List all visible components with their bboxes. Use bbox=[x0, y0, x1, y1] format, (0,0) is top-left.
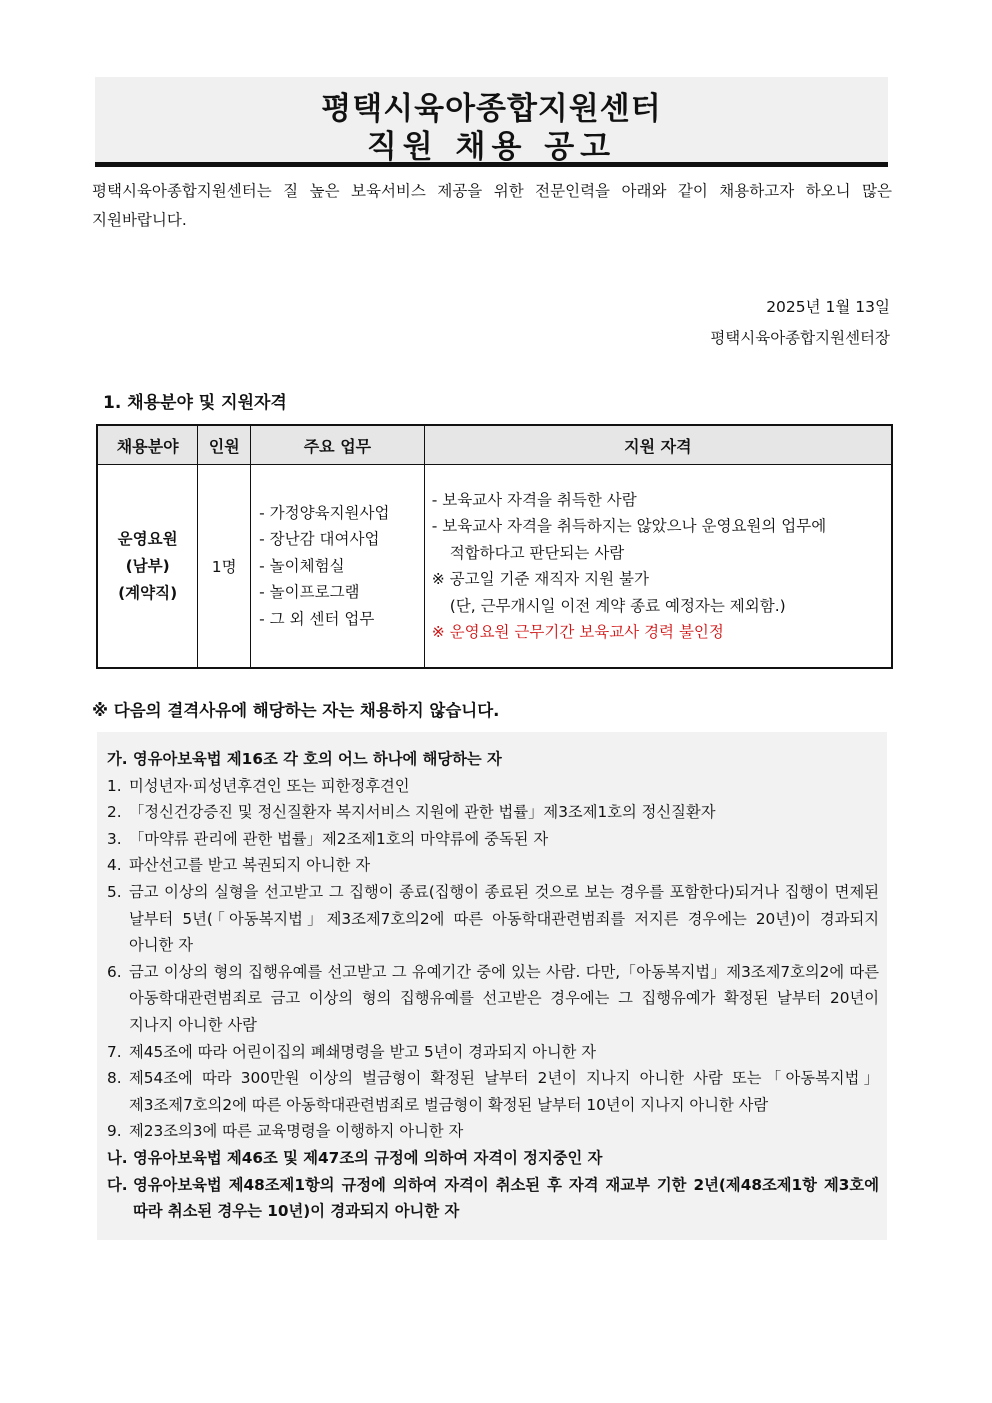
section-1-heading: 1. 채용분야 및 지원자격 bbox=[103, 393, 287, 413]
qualification-item: - 보육교사 자격을 취득하지는 않았으나 운영요원의 업무에 bbox=[431, 517, 827, 535]
header-field: 채용분야 bbox=[97, 425, 198, 465]
title-line1: 평택시육아종합지원센터 bbox=[321, 91, 662, 127]
list-item: 2. 「정신건강증진 및 정신질환자 복지서비스 지원에 관한 법률」제3조제1호의 정신질환자 bbox=[107, 803, 716, 822]
list-item: 4. 파산선고를 받고 복권되지 아니한 자 bbox=[107, 856, 371, 875]
intro-paragraph: 평택시육아종합지원센터는 질 높은 보육서비스 제공을 위한 전문인력을 아래와 같이 채용하고자 하오니 많은 지원바랍니다. bbox=[92, 182, 892, 229]
disqualification-box bbox=[97, 732, 887, 1240]
disq-item-da: 다. 영유아보육법 제48조제1항의 규정에 의하여 자격이 취소된 후 자격 재교부 기한 2년(제48조제1항 제3호에 따라 취소된 경우는 10년)이 경과되지 아니한 자 bbox=[107, 1175, 879, 1221]
disq-heading-ga: 가. 영유아보육법 제16조 각 호의 어느 하나에 해당하는 자 bbox=[107, 750, 502, 768]
duty-item: - 그 외 센터 업무 bbox=[259, 609, 375, 628]
list-item: 5. 금고 이상의 실형을 선고받고 그 집행이 종료(집행이 종료된 것으로 보는 경우를 포함한다)되거나 집행이 면제된 날부터 5년(「아동복지법」제3조제7호의2에 따른 아동학대관련범죄를 저지른 경우에는 20년)이 경과되지 아니한 자 bbox=[107, 882, 879, 955]
list-item: 9. 제23조의3에 따른 교육명령을 이행하지 아니한 자 bbox=[107, 1122, 464, 1141]
qualification-note: ※ 공고일 기준 재직자 지원 불가 bbox=[431, 570, 650, 588]
role-title: 운영요원 bbox=[117, 529, 178, 548]
qualification-note-cont: (단, 근무개시일 이전 계약 종료 예정자는 제외함.) bbox=[449, 596, 786, 615]
recruitment-table bbox=[96, 424, 893, 669]
list-item: 3. 「마약류 관리에 관한 법률」제2조제1호의 마약류에 중독된 자 bbox=[107, 829, 549, 848]
qualification-item-cont: 적합하다고 판단되는 사람 bbox=[449, 543, 625, 562]
role-region: (남부) bbox=[125, 556, 170, 575]
count-cell: 1명 bbox=[198, 465, 251, 669]
duty-item: - 장난감 대여사업 bbox=[259, 530, 380, 549]
disqualification-notice: ※ 다음의 결격사유에 해당하는 자는 채용하지 않습니다. bbox=[92, 701, 500, 720]
table-header-row bbox=[97, 425, 892, 465]
title-box bbox=[95, 77, 888, 167]
duty-item: - 놀이프로그램 bbox=[259, 583, 360, 602]
role-type: (계약직) bbox=[118, 583, 178, 602]
title-line2: 직원 채용 공고 bbox=[366, 129, 617, 165]
header-count: 인원 bbox=[198, 425, 251, 465]
disq-item-na: 나. 영유아보육법 제46조 및 제47조의 규정에 의하여 자격이 정지중인 자 bbox=[107, 1148, 603, 1167]
announcement-date: 2025년 1월 13일 bbox=[766, 298, 890, 316]
list-item: 6. 금고 이상의 형의 집행유예를 선고받고 그 유예기간 중에 있는 사람. 다만,「아동복지법」제3조제7호의2에 따른 아동학대관련범죄로 금고 이상의 형의 집행유예를 선고받은 경우에는 그 집행유예가 확정된 날부터 20년이 지나지 아니한 사람 bbox=[107, 962, 879, 1034]
duty-item: - 가정양육지원사업 bbox=[259, 503, 390, 522]
list-item: 1. 미성년자·피성년후견인 또는 피한정후견인 bbox=[107, 776, 410, 795]
qualification-warning: ※ 운영요원 근무기간 보육교사 경력 불인정 bbox=[431, 623, 724, 641]
duty-item: - 놀이체험실 bbox=[259, 556, 345, 575]
duties-cell bbox=[251, 465, 425, 669]
qualifications-cell bbox=[424, 465, 892, 669]
role-cell bbox=[97, 465, 198, 669]
signer: 평택시육아종합지원센터장 bbox=[710, 329, 890, 347]
qualification-item: - 보육교사 자격을 취득한 사람 bbox=[431, 490, 637, 509]
list-item: 7. 제45조에 따라 어린이집의 폐쇄명령을 받고 5년이 경과되지 아니한 자 bbox=[107, 1042, 597, 1061]
table-row bbox=[97, 465, 892, 669]
header-qualifications: 지원 자격 bbox=[424, 425, 892, 465]
list-item: 8. 제54조에 따라 300만원 이상의 벌금형이 확정된 날부터 2년이 지나지 아니한 사람 또는「아동복지법」제3조제7호의2에 따른 아동학대관련범죄로 벌금형이 확정된 날부터 10년이 지나지 아니한 사람 bbox=[107, 1069, 879, 1114]
header-duties: 주요 업무 bbox=[251, 425, 425, 465]
